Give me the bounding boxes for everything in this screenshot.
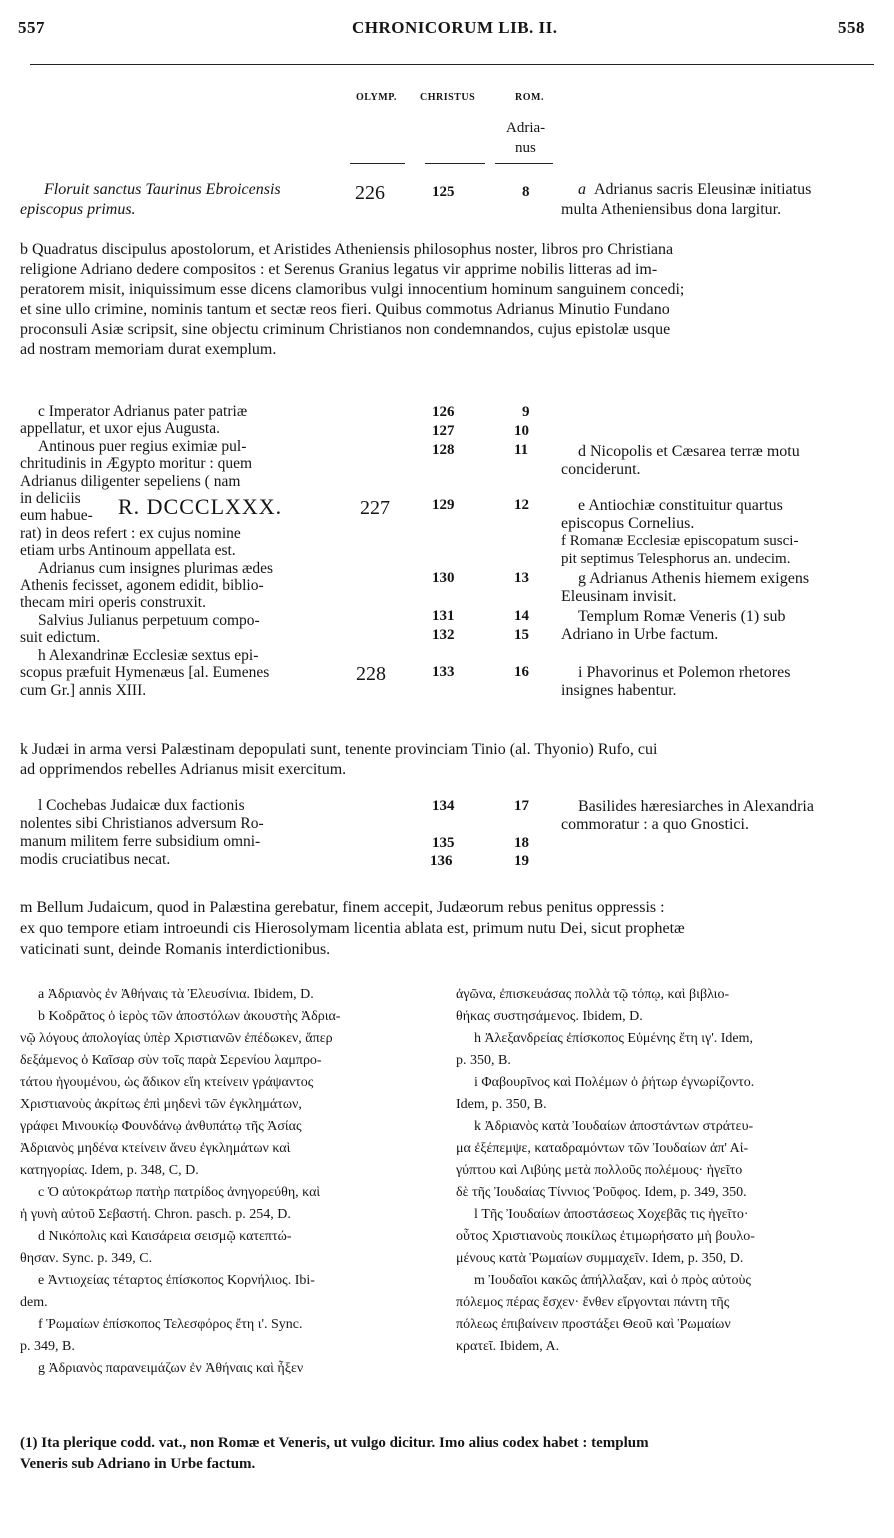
right-e-1: e Antiochiæ constituitur quartus <box>578 497 783 514</box>
text-line: in deliciis <box>20 490 81 508</box>
christus-126: 126 <box>432 404 455 420</box>
text-line: Χριστιανοὺς ἀκρίτως ἐπὶ μηδενὶ τῶν ἐγκλημάτων, <box>20 1097 302 1112</box>
text-line: peratorem misit, iniquissimum esse dicens clamoribus vulgi innocentium hominum sanguinem concedi; <box>20 281 685 298</box>
row1-rom: 8 <box>522 184 530 200</box>
text-line: k Judæi in arma versi Palæstinam depopulati sunt, tenente provinciam Tinio (al. Thyonio) Rufo, cui <box>20 741 658 758</box>
text-line: ad nostram memoriam durat exemplum. <box>20 341 277 358</box>
right-d-2: conciderunt. <box>561 461 641 478</box>
text-line: (1) Ita plerique codd. vat., non Romæ et Veneris, ut vulgo dicitur. Imo alius codex habet : templum <box>20 1435 649 1451</box>
rom-19: 19 <box>514 853 529 869</box>
col-underline-christus <box>425 163 485 164</box>
text-line: appellatur, et uxor ejus Augusta. <box>20 420 220 438</box>
text-line: m Bellum Judaicum, quod in Palæstina gerebatur, finem accepit, Judæorum rebus penitus oppressis : <box>20 899 665 916</box>
rom-10: 10 <box>514 423 529 439</box>
text-line: b Quadratus discipulus apostolorum, et Aristides Atheniensis philosophus noster, libros pro Christiana <box>20 241 674 258</box>
text-line: οὗτος Χριστιανοὺς ποικίλως ἐτιμωρήσατο μὴ βουλο- <box>456 1229 755 1244</box>
left-entries <box>20 403 340 699</box>
row1-left-1: Floruit sanctus Taurinus Ebroicensis <box>44 181 281 198</box>
text-line: h Ἀλεξανδρείας ἐπίσκοπος Εὐμένης ἔτη ιγ'. Idem, <box>474 1031 754 1046</box>
text-line: vaticinati sunt, deinde Romanis interdictionibus. <box>20 941 331 958</box>
text-line: scopus præfuit Hymenæus [al. Eumenes <box>20 664 270 682</box>
christus-133: 133 <box>432 664 455 680</box>
text-line: a Ἀδριανὸς ἐν Ἀθήναις τὰ Ἐλευσίνια. Ibidem, D. <box>38 987 314 1002</box>
christus-132: 132 <box>432 627 455 643</box>
right-templum-1: Templum Romæ Veneris (1) sub <box>578 608 786 625</box>
row1-left-2: episcopus primus. <box>20 201 136 218</box>
christus-136: 136 <box>430 853 453 869</box>
text-line: suit edictum. <box>20 629 101 647</box>
paragraph-k <box>20 740 876 780</box>
running-title: CHRONICORUM LIB. II. <box>352 18 558 37</box>
text-line: l Τῆς Ἰουδαίων ἀποστάσεως Χοχεβᾶς τις ἡγεῖτο· <box>474 1207 749 1222</box>
text-line: religione Adriano dedere compositos : et Serenus Granius legatus vir apprime nobilis litteras ad im- <box>20 261 658 278</box>
text-line: cum Gr.] annis XIII. <box>20 681 147 699</box>
text-line: θησαν. Sync. p. 349, C. <box>20 1251 153 1266</box>
text-line: etiam urbs Antinoum appellata est. <box>20 542 236 560</box>
text-line: thecam miri operis construxit. <box>20 594 206 612</box>
col-underline-olymp <box>350 163 405 164</box>
text-line: Athenis fecisset, agonem edidit, biblio- <box>20 577 264 595</box>
row1-right-2: multa Atheniensibus dona largitur. <box>561 201 782 218</box>
christus-128: 128 <box>432 442 455 458</box>
text-line: chritudinis in Ægypto moritur : quem <box>20 455 253 473</box>
christus-134: 134 <box>432 798 455 814</box>
text-line: et sine ullo crimine, nominis tantum et sectæ reos fieri. Quibus commotus Adrianus Minutio Fundano <box>20 301 670 318</box>
rom-9: 9 <box>522 404 530 420</box>
text-line: p. 349, B. <box>20 1339 75 1354</box>
text-line: nolentes sibi Christianos adversum Ro- <box>20 815 264 832</box>
text-line: γράφει Μινουκίῳ Φουνδάνῳ ἀνθυπάτῳ τῆς Ἀσίας <box>20 1119 302 1134</box>
row1-right-1: Adrianus sacris Eleusinæ initiatus <box>594 181 812 198</box>
text-line: μα ἐξέπεμψε, καταδραμόντων τῶν Ἰουδαίων ἀπ' Αἰ- <box>456 1141 749 1156</box>
text-line: τάτου ἡγουμένου, ὡς ἄδικον εἴη κτείνειν γράψαντος <box>20 1075 314 1090</box>
text-line: Salvius Julianus perpetuum compo- <box>38 611 260 629</box>
text-line: rat) in deos refert : ex cujus nomine <box>20 524 241 542</box>
right-basilides-1: Basilides hæresiarches in Alexandria <box>578 798 814 815</box>
row1-christus: 125 <box>432 184 455 200</box>
text-line: ad opprimendos rebelles Adrianus misit exercitum. <box>20 761 347 778</box>
text-line: θήκας συστησάμενος. Ibidem, D. <box>456 1009 643 1024</box>
left-entry-l <box>20 797 350 869</box>
text-line: dem. <box>20 1295 48 1310</box>
text-line: manum militem ferre subsidium omni- <box>20 833 261 850</box>
col-emperor-1: Adria- <box>506 120 546 136</box>
text-line: Ἀδριανὸς μηδένα κτείνειν ἄνευ ἐγκλημάτων καὶ <box>20 1141 291 1156</box>
col-underline-rom <box>495 163 553 164</box>
right-g-2: Eleusinam invisit. <box>561 588 677 605</box>
text-line: δὲ τῆς Ἰουδαίας Τίννιος Ῥοῦφος. Idem, p. 349, 350. <box>456 1185 747 1200</box>
paragraph-b <box>20 240 876 360</box>
text-line: e Ἀντιοχείας τέταρτος ἐπίσκοπος Κορνήλιος. Ibi- <box>38 1273 315 1288</box>
text-line: μένους κατὰ Ῥωμαίων συμμαχεῖν. Idem, p. 350, D. <box>456 1251 744 1266</box>
text-line: k Ἀδριανὸς κατὰ Ἰουδαίων ἀποστάντων στράτευ- <box>474 1119 754 1134</box>
rom-12: 12 <box>514 497 529 513</box>
text-line: ἀγῶνα, ἐπισκευάσας πολλὰ τῷ τόπῳ, καὶ βιβλιο- <box>456 987 730 1002</box>
text-line: p. 350, B. <box>456 1053 511 1068</box>
roman-year: R. DCCCLXXX. <box>118 494 283 519</box>
text-line: c Imperator Adrianus pater patriæ <box>38 403 248 420</box>
right-i-2: insignes habentur. <box>561 682 677 699</box>
text-line: g Ἀδριανὸς παρανειμάζων ἐν Ἀθήναις καὶ ἦξεν <box>38 1361 304 1376</box>
text-line: πόλεμος πέρας ἔσχεν· ἔνθεν εἴργονται πάντη τῆς <box>456 1295 730 1310</box>
text-line: ἡ γυνὴ αὐτοῦ Σεβαστή. Chron. pasch. p. 254, D. <box>20 1207 291 1222</box>
text-line: ex quo tempore etiam introeundi cis Hierosolymam licentia ablata est, primum nutu Dei, sicut prophetæ <box>20 920 685 937</box>
right-e-2: episcopus Cornelius. <box>561 515 695 532</box>
text-line: Idem, p. 350, B. <box>456 1097 547 1112</box>
right-i-1: i Phavorinus et Polemon rhetores <box>578 664 791 681</box>
text-line: c Ὁ αὐτοκράτωρ πατὴρ πατρίδος ἀνηγορεύθη, καὶ <box>38 1185 321 1200</box>
text-line: h Alexandrinæ Ecclesiæ sextus epi- <box>38 646 259 664</box>
text-line: Adrianus cum insignes plurimas ædes <box>38 559 274 577</box>
greek-notes-right <box>456 984 876 1358</box>
text-line: b Κοδρᾶτος ὁ ἱερὸς τῶν ἀποστόλων ἀκουστὴς Ἀδρια- <box>38 1009 341 1024</box>
rom-16: 16 <box>514 664 529 680</box>
greek-notes-left <box>20 984 440 1380</box>
christus-135: 135 <box>432 835 455 851</box>
text-line: κρατεῖ. Ibidem, A. <box>456 1339 560 1354</box>
text-line: γύπτου καὶ Λιβύης μετὰ πολλοῦς πολέμους· ἡγεῖτο <box>456 1163 743 1178</box>
rom-14: 14 <box>514 608 529 624</box>
olymp-228: 228 <box>356 663 386 685</box>
christus-130: 130 <box>432 570 455 586</box>
text-line: Antinous puer regius eximiæ pul- <box>38 437 247 455</box>
rom-11: 11 <box>514 442 529 458</box>
row1-olymp: 226 <box>355 182 385 204</box>
header-rule <box>30 64 874 65</box>
row1-note-marker: a <box>578 181 586 198</box>
left-page-number: 557 <box>18 18 45 37</box>
right-g-1: g Adrianus Athenis hiemem exigens <box>578 570 810 587</box>
text-line: κατηγορίας. Idem, p. 348, C, D. <box>20 1163 199 1178</box>
right-basilides-2: commoratur : a quo Gnostici. <box>561 816 749 833</box>
text-line: l Cochebas Judaicæ dux factionis <box>38 797 245 814</box>
olymp-227: 227 <box>360 497 390 519</box>
text-line: m Ἰουδαῖοι κακῶς ἀπήλλαξαν, καὶ ὁ πρὸς αὐτοὺς <box>474 1273 751 1288</box>
paragraph-m <box>20 897 876 960</box>
text-line: f Ῥωμαίων ἐπίσκοπος Τελεσφόρος ἔτη ι'. Sync. <box>38 1317 303 1332</box>
text-line: Adrianus diligenter sepeliens ( nam <box>20 472 241 490</box>
rom-18: 18 <box>514 835 529 851</box>
text-line: d Νικόπολις καὶ Καισάρεια σεισμῷ κατεπτώ- <box>38 1229 292 1244</box>
right-f-1: f Romanæ Ecclesiæ episcopatum susci- <box>561 533 799 549</box>
right-d-1: d Nicopolis et Cæsarea terræ motu <box>578 443 800 460</box>
col-olymp: OLYMP. <box>356 92 397 103</box>
rom-15: 15 <box>514 627 529 643</box>
right-page-number: 558 <box>838 18 865 37</box>
col-rom: ROM. <box>515 92 544 103</box>
text-line: Veneris sub Adriano in Urbe factum. <box>20 1456 256 1472</box>
right-f-2: pit septimus Telesphorus an. undecim. <box>561 551 791 567</box>
rom-13: 13 <box>514 570 529 586</box>
text-line: modis cruciatibus necat. <box>20 851 171 868</box>
col-emperor-2: nus <box>515 140 536 156</box>
text-line: δεξάμενος ὁ Καῖσαρ σὺν τοῖς παρὰ Σερενίου λαμπρο- <box>20 1053 322 1068</box>
rom-17: 17 <box>514 798 529 814</box>
christus-127: 127 <box>432 423 455 439</box>
text-line: i Φαβουρῖνος καὶ Πολέμων ὁ ῥήτωρ ἐγνωρίζοντο. <box>474 1075 755 1090</box>
text-line: πόλεως ἐπιβαίνειν προστάξει Θεοῦ καὶ Ῥωμαίων <box>456 1317 731 1332</box>
footnote <box>20 1433 876 1475</box>
text-line: proconsuli Asiæ scripsit, sine objectu criminum Christianos non condemnandos, cujus epistolæ usque <box>20 321 671 338</box>
text-line: eum habue- <box>20 507 93 525</box>
col-christus: CHRISTUS <box>420 92 476 103</box>
text-line: νῷ λόγους ἀπολογίας ὑπὲρ Χριστιανῶν ἐπέδωκεν, ἅπερ <box>20 1031 333 1046</box>
christus-131: 131 <box>432 608 455 624</box>
right-templum-2: Adriano in Urbe factum. <box>561 626 719 643</box>
christus-129: 129 <box>432 497 455 513</box>
